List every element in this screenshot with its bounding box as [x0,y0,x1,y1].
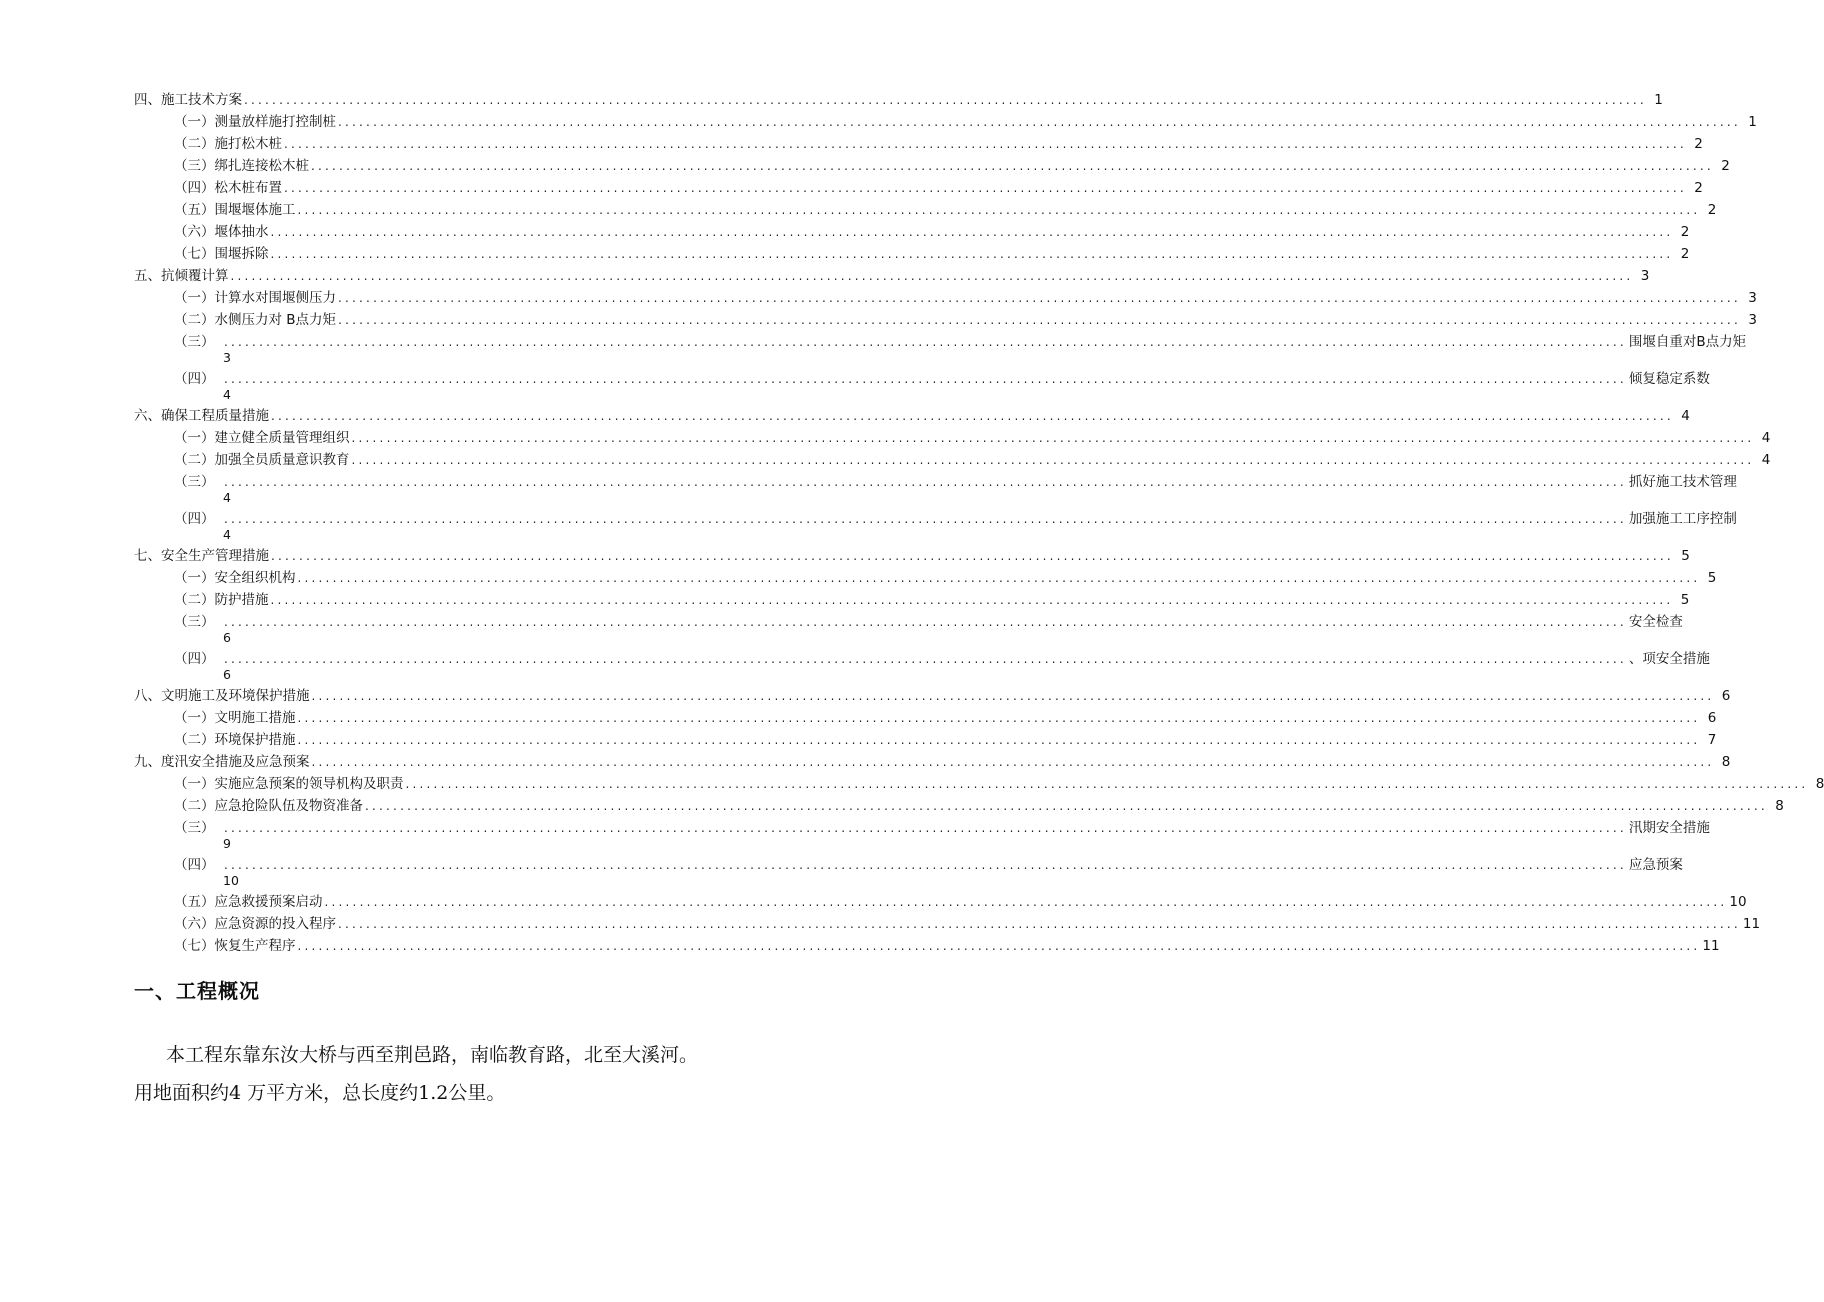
toc-page-number: 3 [1748,290,1757,306]
toc-dot-leader: ........................................................................................................................................................................................................ [338,115,1741,129]
toc-section-entry[interactable] [174,570,1717,587]
toc-entry-label: （一）文明施工措施 [174,710,296,726]
toc-section-entry-wrapped[interactable] [174,820,1710,837]
toc-section-entry[interactable] [174,776,1824,793]
toc-section-entry-wrapped[interactable] [174,651,1710,668]
toc-dot-leader: ........................................................................................................................................................................................................ [297,571,1701,585]
toc-dot-leader: ........................................................................................................................................................................................................ [297,203,1701,217]
toc-page-number: 1 [1654,92,1663,108]
toc-entry-label: 七、安全生产管理措施 [134,548,269,564]
toc-page-number: 8 [1721,754,1731,770]
toc-entry-label: （三）绑扎连接松木桩 [174,158,309,174]
toc-chapter-entry[interactable] [134,688,1731,705]
toc-entry-label: 围堰自重对B点力矩 [1628,334,1747,350]
toc-entry-number: （四） [174,511,215,527]
toc-entry-number: （三） [174,820,215,836]
toc-dot-leader: ........................................................................................................................................................................................................ [338,917,1741,931]
toc-page-number: 2 [1721,158,1730,174]
toc-dot-leader: ........................................................................................................................................................................................................ [270,247,1674,261]
toc-dot-leader: ........................................................................................................................................................................................................ [224,615,1627,629]
toc-entry-label: （一）建立健全质量管理组织 [174,430,350,446]
toc-section-entry[interactable] [174,894,1747,911]
toc-dot-leader: ........................................................................................................................................................................................................ [311,159,1714,173]
toc-entry-label: 九、度汛安全措施及应急预案 [134,754,310,770]
toc-dot-leader: ........................................................................................................................................................................................................ [297,733,1701,747]
toc-dot-leader: ........................................................................................................................................................................................................ [224,512,1627,526]
toc-page-number: 8 [1775,798,1784,814]
toc-entry-label: （二）施打松木桩 [174,136,282,152]
toc-entry-label: 汛期安全措施 [1628,820,1710,836]
toc-entry-label: 八、文明施工及环境保护措施 [134,688,310,704]
toc-dot-leader: ........................................................................................................................................................................................................ [230,269,1634,283]
toc-entry-label: （五）应急救援预案启动 [174,894,323,910]
toc-entry-label: （一）测量放样施打控制桩 [174,114,336,130]
toc-section-entry[interactable] [174,938,1720,955]
toc-page-number: 9 [223,836,231,851]
toc-entry-label: （一）安全组织机构 [174,570,296,586]
toc-entry-label: 安全检查 [1628,614,1683,630]
toc-page-number: 6 [1707,710,1717,726]
toc-page-number: 2 [1680,224,1690,240]
toc-entry-number: （四） [174,371,215,387]
toc-page-number: 3 [1640,268,1650,284]
toc-entry-label: 抓好施工技术管理 [1628,474,1737,490]
toc-dot-leader: ........................................................................................................................................................................................................ [224,372,1627,386]
toc-dot-leader: ........................................................................................................................................................................................................ [270,593,1674,607]
toc-chapter-entry[interactable] [134,92,1663,109]
toc-page-number: 4 [223,527,231,542]
toc-page-number: 3 [223,350,231,365]
toc-page-number: 2 [1694,180,1703,196]
toc-entry-label: 五、抗倾覆计算 [134,268,229,284]
toc-dot-leader: ........................................................................................................................................................................................................ [297,711,1701,725]
toc-page-number: 8 [1815,776,1824,792]
toc-section-entry[interactable] [174,592,1690,609]
toc-entry-label: （二）环境保护措施 [174,732,296,748]
toc-entry-label: 倾复稳定系数 [1628,371,1710,387]
toc-entry-label: 加强施工工序控制 [1628,511,1737,527]
toc-dot-leader: ........................................................................................................................................................................................................ [224,858,1627,872]
toc-entry-number: （三） [174,334,215,350]
toc-dot-leader: ........................................................................................................................................................................................................ [365,799,1768,813]
toc-page-number: 5 [1681,548,1690,564]
toc-entry-label: （五）围堰堰体施工 [174,202,296,218]
toc-page-number: 11 [1742,916,1761,932]
toc-page-number: 4 [1681,408,1690,424]
toc-dot-leader: ........................................................................................................................................................................................................ [271,549,1674,563]
toc-entry-label: （二）应急抢险队伍及物资准备 [174,798,363,814]
toc-page-number: 5 [1707,570,1717,586]
toc-section-entry[interactable] [174,290,1757,307]
toc-chapter-entry[interactable] [134,408,1690,425]
toc-chapter-entry[interactable] [134,268,1650,285]
toc-section-entry-wrapped[interactable] [174,614,1683,631]
toc-dot-leader: ........................................................................................................................................................................................................ [224,652,1627,666]
toc-dot-leader: ........................................................................................................................................................................................................ [244,93,1647,107]
toc-page-number: 10 [223,873,239,888]
toc-section-entry[interactable] [174,916,1761,933]
toc-entry-label: （二）加强全员质量意识教育 [174,452,350,468]
toc-dot-leader: ........................................................................................................................................................................................................ [311,689,1715,703]
toc-section-entry-wrapped[interactable] [174,334,1747,351]
toc-dot-leader: ........................................................................................................................................................................................................ [284,181,1687,195]
body-paragraph-line-2: 用地面积约4 万平方米，总长度约1.2公里。 [134,1082,506,1104]
toc-entry-label: （六）应急资源的投入程序 [174,916,336,932]
toc-entry-number: （三） [174,474,215,490]
toc-entry-label: （一）计算水对围堰侧压力 [174,290,336,306]
toc-dot-leader: ........................................................................................................................................................................................................ [270,225,1674,239]
section-heading: 一、工程概况 [134,979,260,1003]
toc-page-number: 2 [1680,246,1690,262]
toc-section-entry-wrapped[interactable] [174,474,1737,491]
toc-entry-label: 四、施工技术方案 [134,92,242,108]
toc-section-entry-wrapped[interactable] [174,371,1710,388]
toc-entry-label: （二）防护措施 [174,592,269,608]
toc-section-entry[interactable] [174,246,1690,263]
toc-dot-leader: ........................................................................................................................................................................................................ [405,777,1809,791]
toc-section-entry[interactable] [174,312,1757,329]
toc-section-entry[interactable] [174,452,1771,469]
toc-page-number: 4 [223,387,231,402]
toc-section-entry[interactable] [174,114,1757,131]
toc-page-number: 4 [1761,452,1771,468]
toc-page-number: 4 [1761,430,1771,446]
toc-entry-label: （二）水侧压力对 B点力矩 [174,312,337,328]
toc-dot-leader: ........................................................................................................................................................................................................ [311,755,1715,769]
toc-dot-leader: ........................................................................................................................................................................................................ [271,409,1674,423]
toc-dot-leader: ........................................................................................................................................................................................................ [338,313,1741,327]
toc-page-number: 5 [1680,592,1690,608]
toc-section-entry[interactable] [174,430,1771,447]
toc-dot-leader: ........................................................................................................................................................................................................ [284,137,1687,151]
toc-section-entry-wrapped[interactable] [174,511,1737,528]
toc-chapter-entry[interactable] [134,754,1731,771]
toc-page-number: 11 [1702,938,1720,954]
body-paragraph-line-1: 本工程东靠东汝大桥与西至荆邑路，南临教育路，北至大溪河。 [166,1044,699,1066]
toc-entry-label: 六、确保工程质量措施 [134,408,269,424]
toc-dot-leader: ........................................................................................................................................................................................................ [224,335,1627,349]
toc-page-number: 6 [223,630,231,645]
toc-entry-label: （一）实施应急预案的领导机构及职责 [174,776,404,792]
toc-page-number: 6 [223,667,231,682]
toc-section-entry[interactable] [174,136,1703,153]
toc-entry-label: 应急预案 [1628,857,1683,873]
toc-entry-number: （三） [174,614,215,630]
toc-page-number: 3 [1748,312,1757,328]
toc-section-entry[interactable] [174,202,1717,219]
toc-page-number: 6 [1721,688,1731,704]
toc-page-number: 2 [1707,202,1717,218]
toc-entry-label: （六）堰体抽水 [174,224,269,240]
toc-dot-leader: ........................................................................................................................................................................................................ [224,821,1627,835]
toc-section-entry-wrapped[interactable] [174,857,1683,874]
toc-dot-leader: ........................................................................................................................................................................................................ [224,475,1627,489]
toc-dot-leader: ........................................................................................................................................................................................................ [351,453,1755,467]
toc-entry-number: （四） [174,857,215,873]
toc-dot-leader: ........................................................................................................................................................................................................ [338,291,1741,305]
toc-page-number: 1 [1748,114,1757,130]
toc-dot-leader: ........................................................................................................................................................................................................ [351,431,1755,445]
toc-page-number: 7 [1707,732,1717,748]
toc-page-number: 4 [223,490,231,505]
toc-entry-number: （四） [174,651,215,667]
toc-page-number: 2 [1694,136,1703,152]
toc-entry-label: （四）松木桩布置 [174,180,282,196]
toc-section-entry[interactable] [174,732,1717,749]
toc-section-entry[interactable] [174,710,1717,727]
toc-dot-leader: ........................................................................................................................................................................................................ [324,895,1728,909]
toc-section-entry[interactable] [174,158,1730,175]
toc-entry-label: （七）恢复生产程序 [174,938,296,954]
toc-section-entry[interactable] [174,798,1784,815]
toc-dot-leader: ........................................................................................................................................................................................................ [297,939,1701,953]
toc-section-entry[interactable] [174,180,1703,197]
toc-page-number: 10 [1729,894,1747,910]
toc-entry-label: 、项安全措施 [1628,651,1710,667]
toc-section-entry[interactable] [174,224,1690,241]
toc-entry-label: （七）围堰拆除 [174,246,269,262]
toc-chapter-entry[interactable] [134,548,1690,565]
